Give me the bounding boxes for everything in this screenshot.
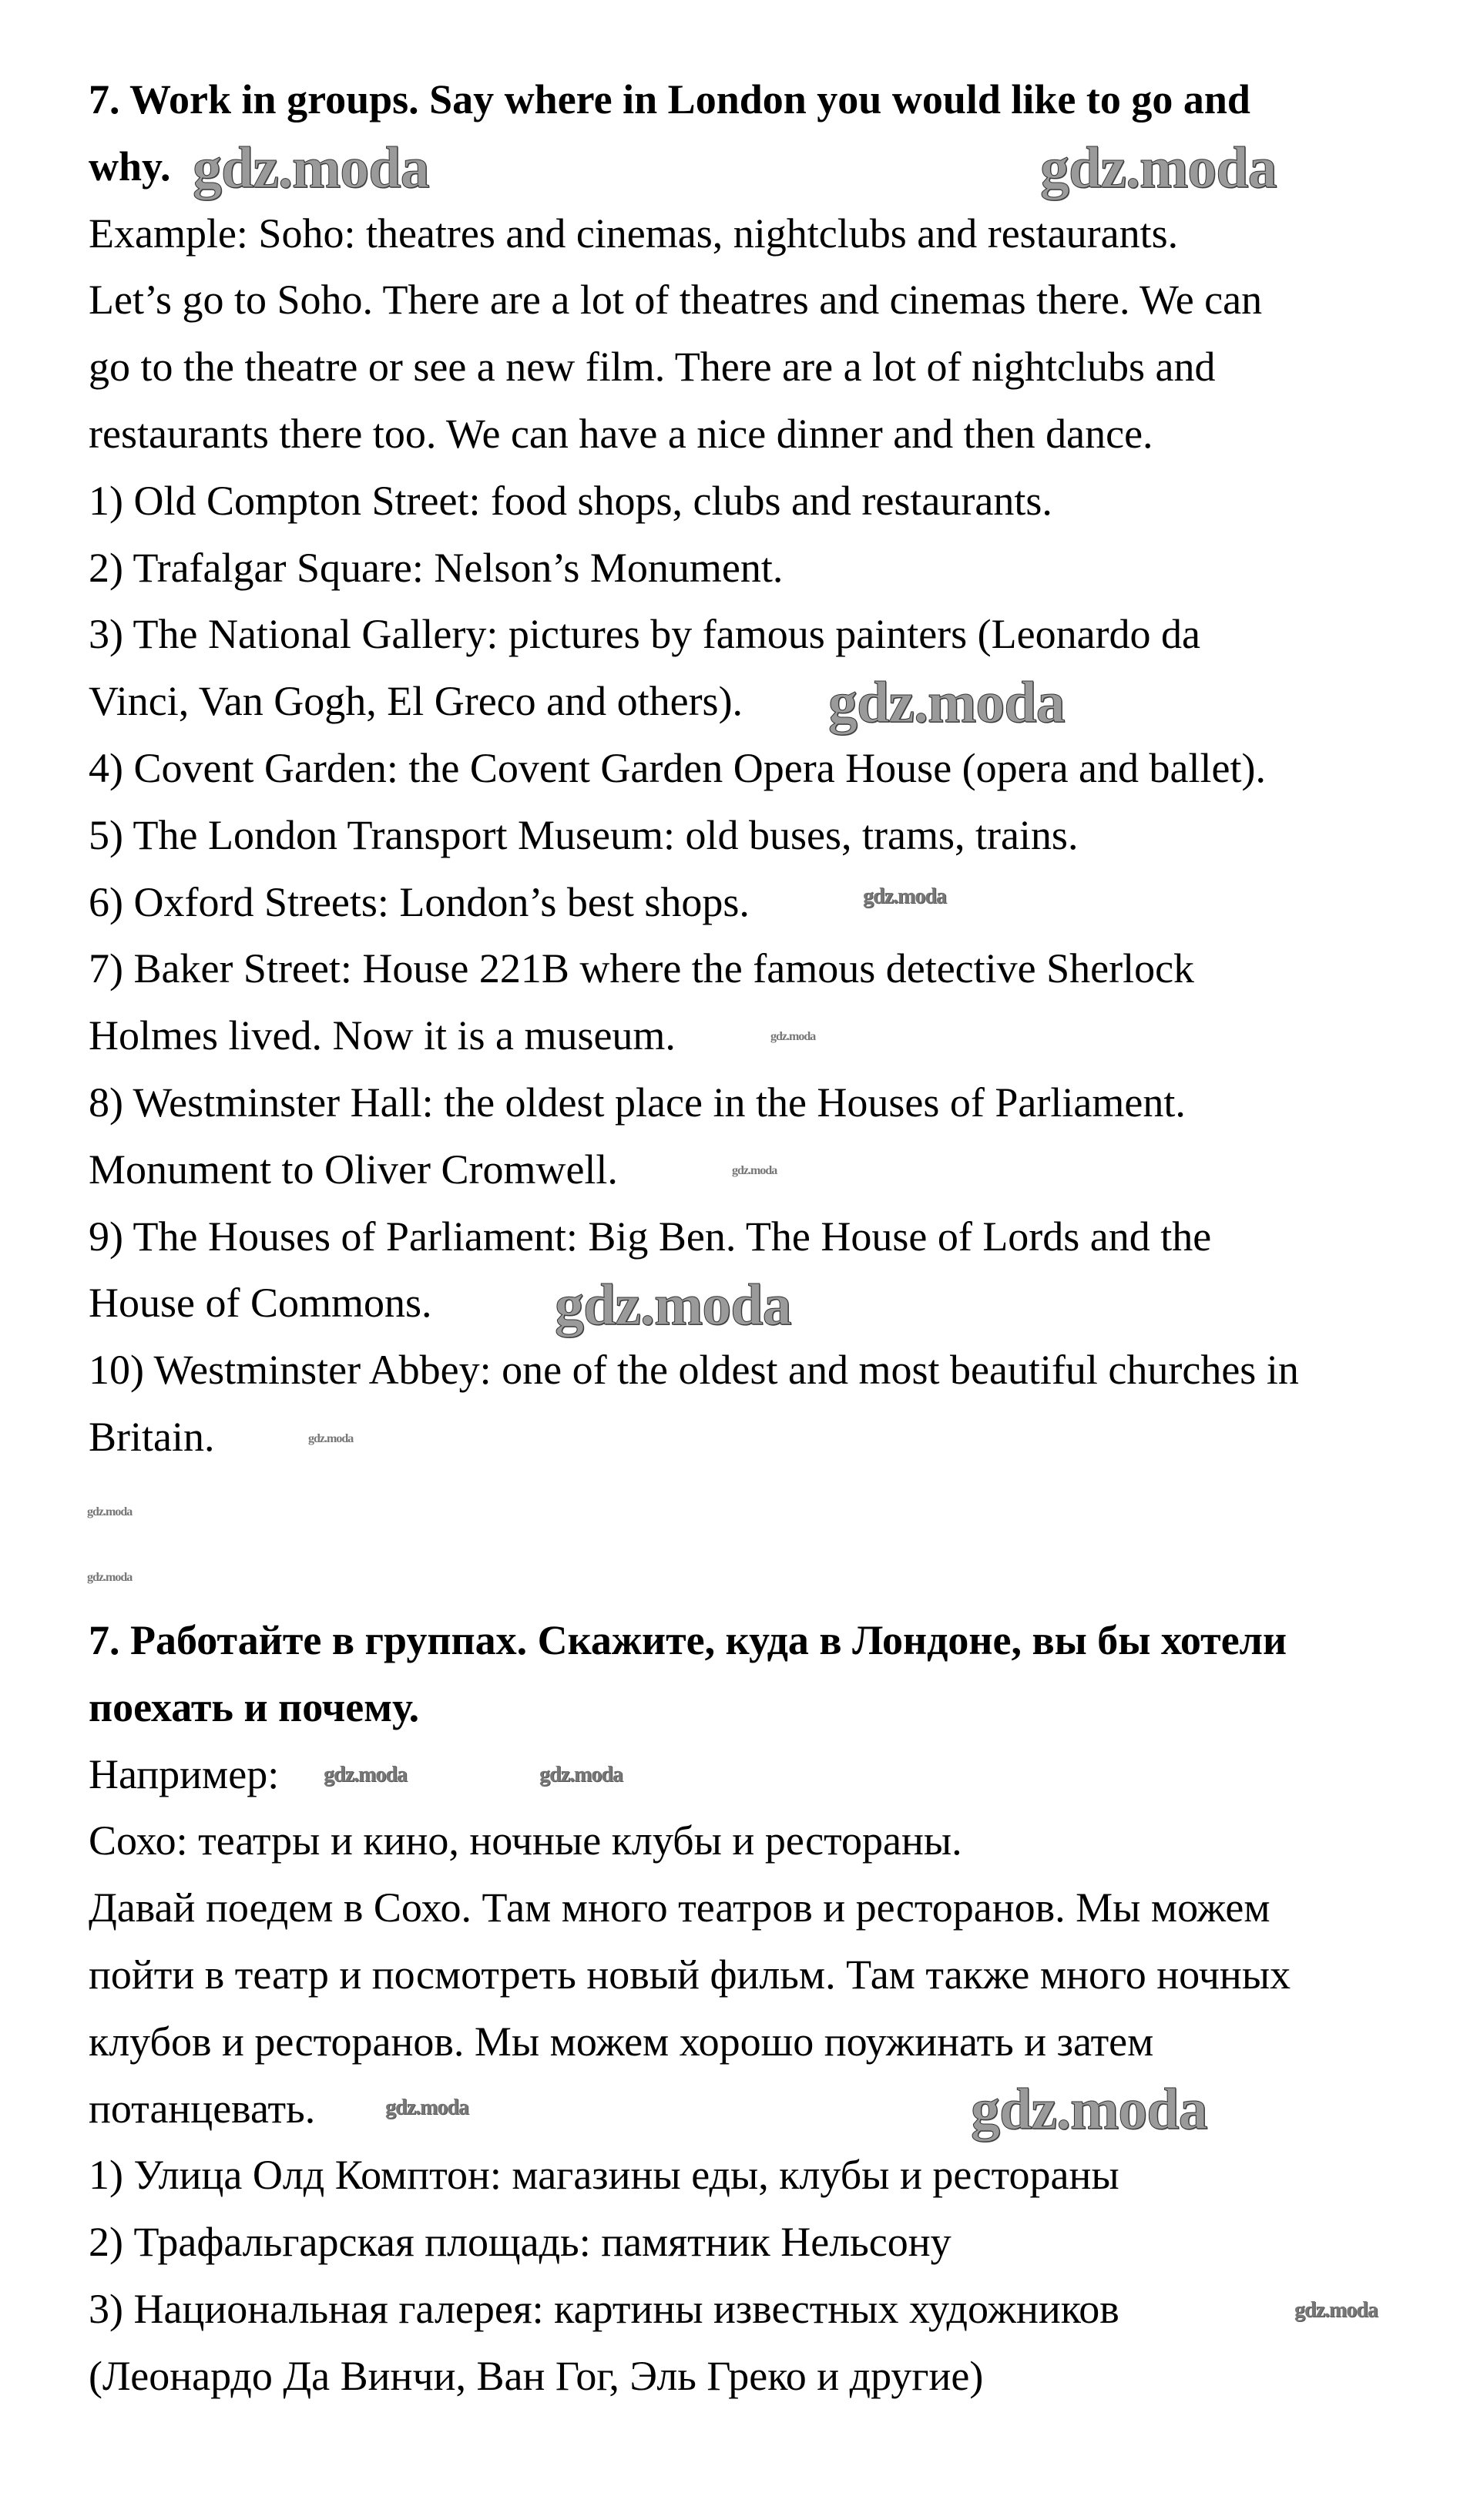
example-line: go to the theatre or see a new film. There are a lot of nightclubs and [89, 344, 1216, 391]
list-item: 6) Oxford Streets: London’s best shops. [89, 878, 750, 925]
text-line-ru: 2) Трафальгарская площадь: памятник Нельсону [89, 2219, 952, 2266]
example-line: restaurants there too. We can have a nice dinner and then dance. [89, 410, 1153, 457]
watermark: gdz.moda [863, 884, 946, 908]
list-item: 2) Trafalgar Square: Nelson’s Monument. [89, 544, 784, 591]
watermark: gdz.moda [193, 136, 429, 200]
list-item: House of Commons. [89, 1280, 432, 1327]
exercise-title: 7. Work in groups. Say where in London you would like to go and [89, 76, 1250, 122]
watermark: gdz.moda [308, 1432, 354, 1445]
watermark: gdz.moda [971, 2077, 1207, 2142]
list-item: 3) The National Gallery: pictures by famous painters (Leonardo da [89, 611, 1201, 658]
list-item: 4) Covent Garden: the Covent Garden Opera House (opera and ballet). [89, 744, 1266, 791]
list-item: Britain. [89, 1413, 215, 1460]
watermark: gdz.moda [324, 1763, 407, 1787]
list-item: Vinci, Van Gogh, El Greco and others). [89, 678, 743, 725]
list-item: 10) Westminster Abbey: one of the oldest and most beautiful churches in [89, 1347, 1299, 1394]
watermark: gdz.moda [732, 1164, 777, 1177]
text-line-ru: клубов и ресторанов. Мы можем хорошо поужинать и затем [89, 2018, 1154, 2065]
text-line-ru: Сохо: театры и кино, ночные клубы и рестораны. [89, 1817, 962, 1864]
text-line-ru: Например: [89, 1750, 280, 1797]
watermark: gdz.moda [87, 1571, 133, 1584]
text-line-ru: 1) Улица Олд Комптон: магазины еды, клубы и рестораны [89, 2152, 1119, 2199]
list-item: Monument to Oliver Cromwell. [89, 1146, 618, 1193]
list-item: 7) Baker Street: House 221B where the famous detective Sherlock [89, 945, 1195, 992]
text-line-ru: (Леонардо Да Винчи, Ван Гог, Эль Греко и другие) [89, 2352, 984, 2399]
watermark: gdz.moda [1294, 2298, 1378, 2322]
watermark: gdz.moda [539, 1763, 623, 1787]
text-line-ru: Давай поедем в Сохо. Там много театров и ресторанов. Мы можем [89, 1884, 1270, 1931]
watermark: gdz.moda [1040, 136, 1277, 200]
watermark: gdz.moda [87, 1505, 133, 1518]
watermark: gdz.moda [555, 1273, 791, 1337]
watermark: gdz.moda [385, 2096, 468, 2119]
text-line-ru: 3) Национальная галерея: картины известных художников [89, 2285, 1119, 2332]
exercise-title-ru: 7. Работайте в группах. Скажите, куда в Лондоне, вы бы хотели [89, 1617, 1287, 1663]
exercise-title-ru: поехать и почему. [89, 1683, 420, 1730]
english-section [89, 66, 1445, 1471]
example-line: Let’s go to Soho. There are a lot of theatres and cinemas there. We can [89, 277, 1263, 324]
text-line-ru: потанцевать. [89, 2085, 316, 2132]
list-item: Holmes lived. Now it is a museum. [89, 1012, 676, 1059]
watermark: gdz.moda [828, 670, 1065, 735]
russian-section [89, 1607, 1445, 2410]
list-item: 9) The Houses of Parliament: Big Ben. The House of Lords and the [89, 1213, 1212, 1260]
exercise-title: why. [89, 143, 171, 190]
list-item: 8) Westminster Hall: the oldest place in the Houses of Parliament. [89, 1079, 1186, 1126]
text-line-ru: пойти в театр и посмотреть новый фильм. Там также много ночных [89, 1951, 1291, 1998]
list-item: 1) Old Compton Street: food shops, clubs and restaurants. [89, 477, 1052, 524]
watermark: gdz.moda [770, 1030, 816, 1043]
list-item: 5) The London Transport Museum: old buses, trams, trains. [89, 811, 1079, 858]
example-line: Example: Soho: theatres and cinemas, nightclubs and restaurants. [89, 210, 1179, 257]
